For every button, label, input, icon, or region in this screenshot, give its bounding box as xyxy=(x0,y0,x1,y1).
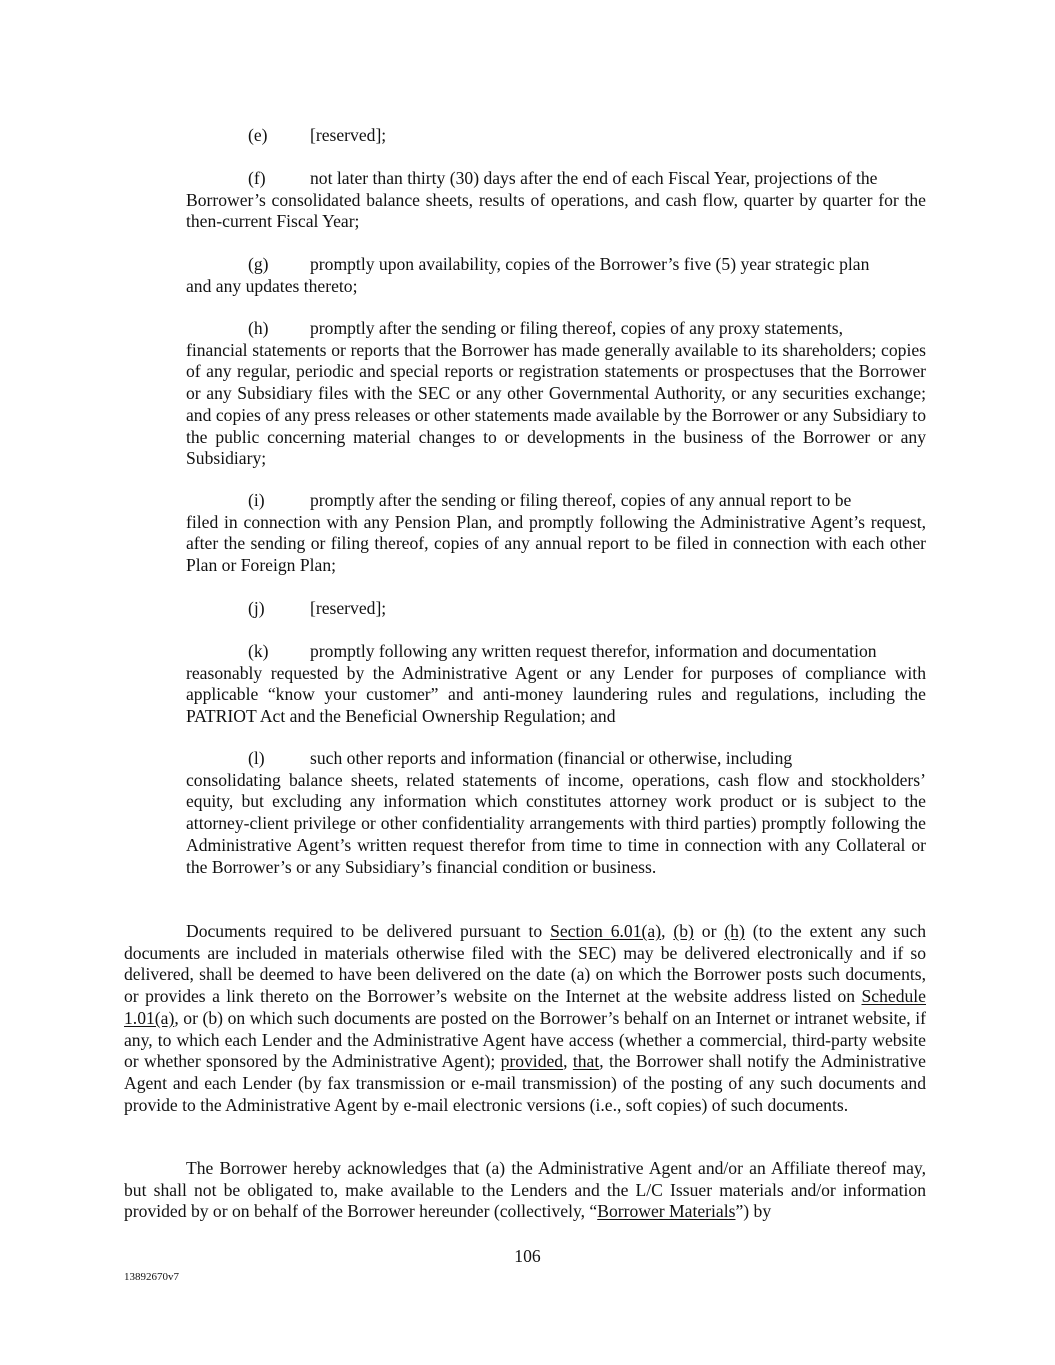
borrower-acknowledgement-paragraph: The Borrower hereby acknowledges that (a) the Administrative Agent and/or an Affiliate thereof may, but shall not be obligated to, make available to the Lenders and the L/C Issuer materials and/or information provided by or on behalf of the Borrower hereunder (collectively, “Borrower Materials”) by xyxy=(124,1158,926,1222)
clause-lead-line: (i) promptly after the sending or filing thereof, copies of any annual report to be xyxy=(248,490,852,510)
proviso-term: that xyxy=(572,1051,600,1072)
clause-text: reasonably requested by the Administrative Agent or any Lender for purposes of compliance with applicable “know your customer” and anti-money laundering rules and regulations, including the PATRIOT Act and the Beneficial Ownership Regulation; and xyxy=(186,662,926,727)
clause-text: [reserved]; xyxy=(310,598,387,618)
clause-lead-line: (g) promptly upon availability, copies of the Borrower’s five (5) year strategic plan xyxy=(248,254,870,274)
clause-label: (h) xyxy=(248,318,269,338)
clause-text: filed in connection with any Pension Plan, and promptly following the Administrative Agent’s request, after the sending or filing thereof, copies of any annual report to be filed in connection with each other Plan or Foreign Plan; xyxy=(186,511,926,576)
clause-label: (g) xyxy=(248,254,269,274)
clause-h xyxy=(186,318,926,470)
section-reference: Section 6.01(a) xyxy=(550,921,662,941)
clause-text: Borrower’s consolidated balance sheets, results of operations, and cash flow, quarter by quarter for the then-current Fiscal Year; xyxy=(186,189,926,232)
clause-i xyxy=(186,490,926,577)
page-number: 106 xyxy=(514,1246,541,1266)
clause-label: (e) xyxy=(248,125,268,145)
defined-term: Borrower Materials xyxy=(597,1201,736,1222)
clause-lead-line: (h) promptly after the sending or filing thereof, copies of any proxy statements, xyxy=(248,318,844,338)
clause-l xyxy=(186,748,926,878)
clause-label: (i) xyxy=(248,490,265,510)
document-id: 13892670v7 xyxy=(124,1271,179,1283)
clause-label: (k) xyxy=(248,641,269,661)
clause-label: (j) xyxy=(248,598,265,618)
clause-text: financial statements or reports that the Borrower has made generally available to its shareholders; copies of any regular, periodic and special reports or registration statements or prospectuses that the Borrower or any Subsidiary files with the SEC or any other Governmental Authority, or any securities exchange; and copies of any press releases or other statements made available by the Borrower or any Subsidiary to the public concerning material changes to or developments in the business of the Borrower or any Subsidiary; xyxy=(186,339,926,469)
clause-k xyxy=(186,641,926,728)
clause-label: (f) xyxy=(248,168,266,188)
clause-text: and any updates thereto; xyxy=(186,275,358,296)
clause-f xyxy=(186,168,926,233)
clause-lead-line: (k) promptly following any written request therefor, information and documentation xyxy=(248,641,877,661)
clause-j xyxy=(186,598,926,620)
clause-lead-line: (f) not later than thirty (30) days after the end of each Fiscal Year, projections of the xyxy=(248,168,878,188)
clause-lead-line: (l) such other reports and information (financial or otherwise, including xyxy=(248,748,793,768)
clause-e xyxy=(186,125,926,147)
clause-text: [reserved]; xyxy=(310,125,387,145)
documents-delivery-paragraph: Documents required to be delivered pursuant to Section 6.01(a), (b) or (h) (to the extent any such documents are included in materials otherwise filed with the SEC) may be delivered electronically and if so delivered, shall be deemed to have been delivered on the date (a) on which the Borrower posts such documents, or provides a link thereto on the Borrower’s website on the Internet at the website address listed on Schedule 1.01(a), or (b) on which such documents are posted on the Borrower’s behalf on an Internet or intranet website, if any, to which each Lender and the Administrative Agent have access (whether a commercial, third-party website or whether sponsored by the Administrative Agent); provided, that, the Borrower shall notify the Administrative Agent and each Lender (by fax transmission or e-mail transmission) of the posting of any such documents and provide to the Administrative Agent by e-mail electronic versions (i.e., soft copies) of such documents. xyxy=(124,921,927,1115)
section-reference: (h) xyxy=(724,921,745,941)
clause-label: (l) xyxy=(248,748,265,768)
clause-text: consolidating balance sheets, related statements of income, operations, cash flow and stockholders’ equity, but excluding any information which constitutes attorney work product or is subject to the attorney-client privilege or other confidentiality arrangements with third parties) promptly following the Administrative Agent’s written request therefor from time to time in connection with any Collateral or the Borrower’s or any Subsidiary’s financial condition or business. xyxy=(186,769,926,877)
schedule-reference: Schedule 1.01(a) xyxy=(124,986,926,1028)
proviso-term: provided xyxy=(500,1051,564,1072)
clause-g xyxy=(186,254,926,297)
section-reference: (b) xyxy=(673,921,694,941)
